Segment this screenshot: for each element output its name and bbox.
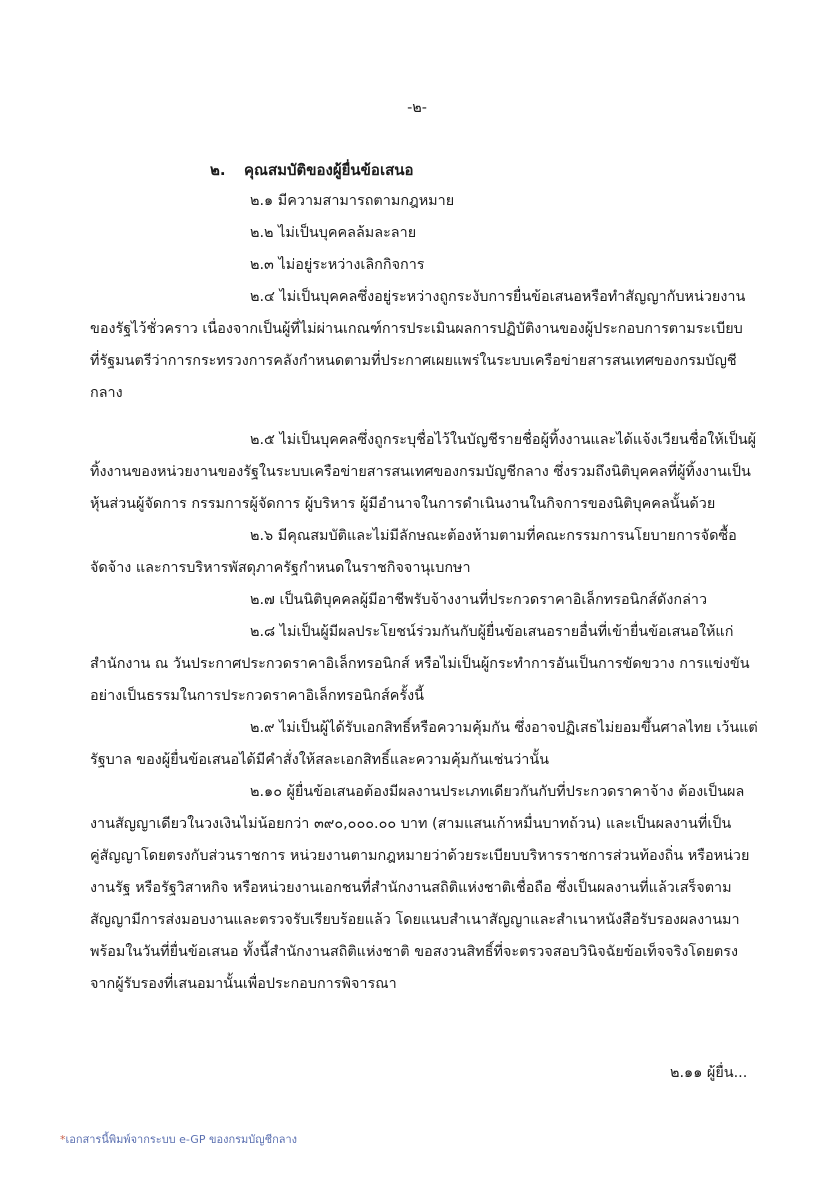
item-2-10-line-1: ๒.๑๐ ผู้ยื่นข้อเสนอต้องมีผลงานประเภทเดียวกันกับที่ประกวดราคาจ้าง ต้องเป็นผล bbox=[250, 784, 745, 800]
item-2-10-line-7: จากผู้รับรองที่เสนอมานั้นเพื่อประกอบการพิจารณา bbox=[90, 976, 397, 992]
footer-mark: * bbox=[60, 1133, 66, 1146]
footer-text: เอกสารนี้พิมพ์จากระบบ e-GP ของกรมบัญชีกลาง bbox=[65, 1133, 298, 1146]
item-2-5-line-3: หุ้นส่วนผู้จัดการ กรรมการผู้จัดการ ผู้บริหาร ผู้มีอำนาจในการดำเนินงานในกิจการของนิติบุคคลนั้นด้วย bbox=[90, 496, 716, 512]
item-2-2: ๒.๒ ไม่เป็นบุคคลล้มละลาย bbox=[250, 225, 417, 241]
item-2-10-line-4: งานรัฐ หรือรัฐวิสาหกิจ หรือหน่วยงานเอกชนที่สำนักงานสถิติแห่งชาติเชื่อถือ ซึ่งเป็นผลงานที่แล้วเสร็จตาม bbox=[90, 880, 732, 896]
section-title: คุณสมบัติของผู้ยื่นข้อเสนอ bbox=[244, 161, 414, 179]
item-2-4-line-2: ของรัฐไว้ชั่วคราว เนื่องจากเป็นผู้ที่ไม่ผ่านเกณฑ์การประเมินผลการปฏิบัติงานของผู้ประกอบการตามระเบียบ bbox=[90, 321, 743, 337]
item-2-8-line-2: สำนักงาน ณ วันประกาศประกวดราคาอิเล็กทรอนิกส์ หรือไม่เป็นผู้กระทำการอันเป็นการขัดขวาง การแข่งขัน bbox=[90, 656, 750, 672]
item-2-7: ๒.๗ เป็นนิติบุคคลผู้มีอาชีพรับจ้างงานที่ประกวดราคาอิเล็กทรอนิกส์ดังกล่าว bbox=[250, 592, 708, 608]
footer-note bbox=[60, 1130, 297, 1148]
item-2-8-line-3: อย่างเป็นธรรมในการประกวดราคาอิเล็กทรอนิกส์ครั้งนี้ bbox=[90, 688, 424, 704]
section-number: ๒. bbox=[210, 161, 226, 179]
item-2-4-line-3: ที่รัฐมนตรีว่าการกระทรวงการคลังกำหนดตามที่ประกาศเผยแพร่ในระบบเครือข่ายสารสนเทศของกรมบัญชี bbox=[90, 353, 737, 369]
item-2-1: ๒.๑ มีความสามารถตามกฎหมาย bbox=[250, 193, 455, 209]
continuation-text: ๒.๑๑ ผู้ยื่น... bbox=[670, 1065, 748, 1081]
item-2-10-line-3: คู่สัญญาโดยตรงกับส่วนราชการ หน่วยงานตามกฎหมายว่าด้วยระเบียบบริหารราชการส่วนท้องถิ่น หรือหน่วย bbox=[90, 848, 750, 864]
item-2-10-line-6: พร้อมในวันที่ยื่นข้อเสนอ ทั้งนี้สำนักงานสถิติแห่งชาติ ขอสงวนสิทธิ์ที่จะตรวจสอบวินิจฉัยข้อเท็จจริงโดยตรง bbox=[90, 944, 738, 960]
item-2-9-line-1: ๒.๙ ไม่เป็นผู้ได้รับเอกสิทธิ์หรือความคุ้มกัน ซึ่งอาจปฏิเสธไม่ยอมขึ้นศาลไทย เว้นแต่ bbox=[250, 720, 758, 736]
item-2-8-line-1: ๒.๘ ไม่เป็นผู้มีผลประโยชน์ร่วมกันกับผู้ยื่นข้อเสนอรายอื่นที่เข้ายื่นข้อเสนอให้แก่ bbox=[250, 624, 734, 640]
item-2-6-line-1: ๒.๖ มีคุณสมบัติและไม่มีลักษณะต้องห้ามตามที่คณะกรรมการนโยบายการจัดซื้อ bbox=[250, 528, 737, 544]
item-2-5-line-1: ๒.๕ ไม่เป็นบุคคลซึ่งถูกระบุชื่อไว้ในบัญชีรายชื่อผู้ทิ้งงานและได้แจ้งเวียนชื่อให้เป็นผู้ bbox=[250, 432, 757, 448]
item-2-6-line-2: จัดจ้าง และการบริหารพัสดุภาครัฐกำหนดในราชกิจจานุเบกษา bbox=[90, 560, 471, 576]
item-2-10-line-2: งานสัญญาเดียวในวงเงินไม่น้อยกว่า ๓๙๐,๐๐๐.๐๐ บาท (สามแสนเก้าหมื่นบาทถ้วน) และเป็นผลงานที่เป็น bbox=[90, 816, 732, 832]
item-2-4-line-1: ๒.๔ ไม่เป็นบุคคลซึ่งอยู่ระหว่างถูกระงับการยื่นข้อเสนอหรือทำสัญญากับหน่วยงาน bbox=[250, 289, 746, 305]
item-2-5-line-2: ทิ้งงานของหน่วยงานของรัฐในระบบเครือข่ายสารสนเทศของกรมบัญชีกลาง ซึ่งรวมถึงนิติบุคคลที่ผู้ทิ้งงานเป็น bbox=[90, 464, 751, 480]
item-2-10-line-5: สัญญามีการส่งมอบงานและตรวจรับเรียบร้อยแล้ว โดยแนบสำเนาสัญญาและสำเนาหนังสือรับรองผลงานมา bbox=[90, 912, 740, 928]
item-2-9-line-2: รัฐบาล ของผู้ยื่นข้อเสนอได้มีคำสั่งให้สละเอกสิทธิ์และความคุ้มกันเช่นว่านั้น bbox=[90, 752, 550, 768]
page-number: -๒- bbox=[407, 100, 427, 116]
item-2-3: ๒.๓ ไม่อยู่ระหว่างเลิกกิจการ bbox=[250, 257, 425, 273]
item-2-4-line-4: กลาง bbox=[90, 385, 123, 401]
